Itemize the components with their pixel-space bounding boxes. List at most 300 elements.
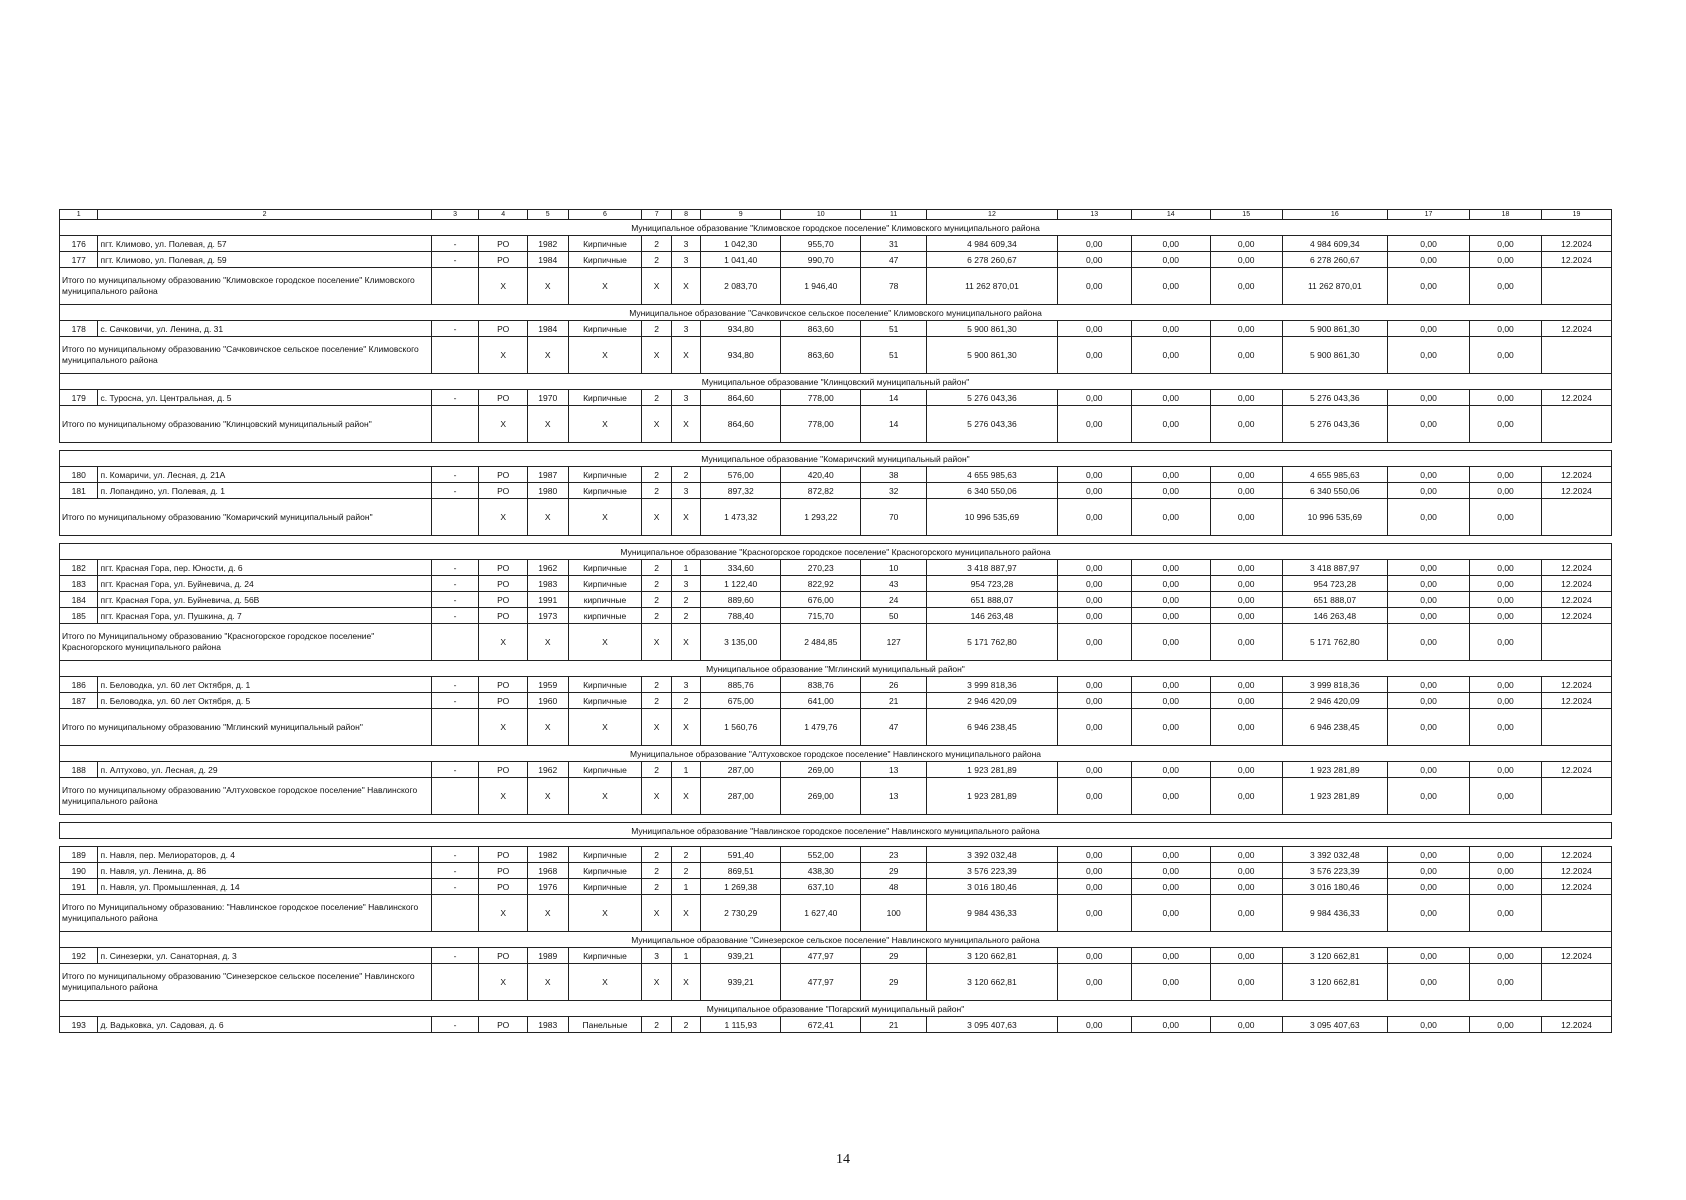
table-cell: Кирпичные [568,576,642,592]
table-cell: 1960 [528,693,569,709]
table-cell: 0,00 [1470,693,1542,709]
subtotal-cell [1541,499,1611,536]
table-cell: 0,00 [1388,879,1470,895]
municipality-heading-row [60,1001,1612,1017]
subtotal-cell: X [642,624,671,661]
subtotal-cell: 6 946 238,45 [1282,709,1387,746]
table-cell: 1983 [528,576,569,592]
address-cell: п. Навля, ул. Промышленная, д. 14 [98,879,431,895]
subtotal-cell: 0,00 [1131,268,1210,305]
subtotal-cell: 0,00 [1131,895,1210,932]
table-cell: 12.2024 [1541,762,1611,778]
table-cell: 1982 [528,847,569,863]
subtotal-cell [431,268,479,305]
table-cell: 889,60 [701,592,781,608]
address-cell: с. Туросна, ул. Центральная, д. 5 [98,390,431,406]
subtotal-cell: 1 560,76 [701,709,781,746]
table-cell: 939,21 [701,948,781,964]
table-cell: 0,00 [1131,560,1210,576]
table-cell: 0,00 [1470,483,1542,499]
municipality-heading-row [60,661,1612,677]
table-cell: - [431,863,479,879]
table-cell: РО [479,467,528,483]
table-cell: РО [479,863,528,879]
address-cell: п. Лопандино, ул. Полевая, д. 1 [98,483,431,499]
table-cell: 0,00 [1057,236,1131,252]
subtotal-cell: 0,00 [1057,268,1131,305]
table-cell: 192 [60,948,98,964]
table-cell: 838,76 [781,677,861,693]
table-cell: 180 [60,467,98,483]
table-cell: РО [479,483,528,499]
table-cell: 2 946 420,09 [927,693,1058,709]
table-cell: 1 923 281,89 [927,762,1058,778]
subtotal-cell [1541,964,1611,1001]
municipality-heading-row [60,823,1612,839]
table-cell: 869,51 [701,863,781,879]
subtotal-cell: X [642,895,671,932]
municipality-heading: Муниципальное образование "Синезерское сельское поселение" Навлинского муниципального района [60,932,1612,948]
table-cell: 676,00 [781,592,861,608]
subtotal-cell: X [671,778,700,815]
table-cell: 0,00 [1388,252,1470,268]
table-cell: 12.2024 [1541,863,1611,879]
table-cell: 2 [642,762,671,778]
table-cell: 0,00 [1057,252,1131,268]
table-cell: 0,00 [1131,677,1210,693]
table-cell: 0,00 [1131,948,1210,964]
subtotal-cell: 0,00 [1057,964,1131,1001]
table-cell: 0,00 [1210,863,1282,879]
table-cell: 0,00 [1470,1017,1542,1033]
address-cell: пгт. Красная Гора, ул. Буйневича, д. 56В [98,592,431,608]
spacer-cell [60,443,1612,451]
table-cell: 12.2024 [1541,236,1611,252]
table-row [60,847,1612,863]
table-cell: 181 [60,483,98,499]
table-cell: 934,80 [701,321,781,337]
subtotal-cell: 0,00 [1470,895,1542,932]
table-cell: 177 [60,252,98,268]
table-cell: 0,00 [1388,1017,1470,1033]
table-cell: - [431,948,479,964]
table-cell: 420,40 [781,467,861,483]
table-cell: 0,00 [1131,863,1210,879]
spacer-row [60,443,1612,451]
table-cell: 954 723,28 [1282,576,1387,592]
subtotal-cell: 51 [861,337,927,374]
table-cell: 954 723,28 [927,576,1058,592]
table-cell: 0,00 [1131,483,1210,499]
table-cell: 270,23 [781,560,861,576]
column-number: 16 [1282,210,1387,220]
table-row [60,592,1612,608]
table-cell: 0,00 [1210,677,1282,693]
table-cell: 576,00 [701,467,781,483]
table-cell: Кирпичные [568,863,642,879]
page-number: 14 [836,1152,850,1167]
table-cell: 0,00 [1131,879,1210,895]
address-cell: п. Навля, пер. Мелиораторов, д. 4 [98,847,431,863]
table-cell: 0,00 [1210,252,1282,268]
subtotal-cell: X [479,499,528,536]
table-cell: 3 120 662,81 [1282,948,1387,964]
subtotal-cell [431,406,479,443]
subtotal-row [60,709,1612,746]
table-cell: 3 [642,948,671,964]
subtotal-cell: X [671,406,700,443]
table-cell: 990,70 [781,252,861,268]
table-cell: 3 120 662,81 [927,948,1058,964]
table-cell: Кирпичные [568,236,642,252]
table-cell: - [431,576,479,592]
table-cell: 0,00 [1470,576,1542,592]
table-cell: 50 [861,608,927,624]
subtotal-cell: 0,00 [1210,964,1282,1001]
table-cell: 788,40 [701,608,781,624]
table-cell: 191 [60,879,98,895]
table-cell: 4 984 609,34 [927,236,1058,252]
table-row [60,560,1612,576]
subtotal-cell: 0,00 [1131,709,1210,746]
table-cell: 47 [861,252,927,268]
table-cell: 2 [642,483,671,499]
subtotal-cell: 0,00 [1057,895,1131,932]
subtotal-cell: X [528,624,569,661]
subtotal-cell: X [642,778,671,815]
subtotal-cell: 9 984 436,33 [927,895,1058,932]
table-cell: РО [479,677,528,693]
column-number: 18 [1470,210,1542,220]
table-cell: РО [479,576,528,592]
table-cell: Кирпичные [568,762,642,778]
table-cell: 0,00 [1210,762,1282,778]
table-cell: РО [479,879,528,895]
subtotal-cell: X [479,709,528,746]
subtotal-cell: X [568,624,642,661]
table-cell: 0,00 [1057,762,1131,778]
table-cell: 178 [60,321,98,337]
table-cell: Кирпичные [568,847,642,863]
subtotal-cell: X [671,624,700,661]
table-cell: 3 [671,483,700,499]
subtotal-cell: 0,00 [1210,268,1282,305]
table-cell: 31 [861,236,927,252]
subtotal-cell: 0,00 [1388,895,1470,932]
subtotal-cell [431,624,479,661]
column-number: 13 [1057,210,1131,220]
table-row [60,693,1612,709]
municipality-heading: Муниципальное образование "Комаричский муниципальный район" [60,451,1612,467]
table-cell: 5 276 043,36 [1282,390,1387,406]
table-cell: 6 340 550,06 [927,483,1058,499]
table-cell: 1987 [528,467,569,483]
table-row [60,608,1612,624]
subtotal-cell: 0,00 [1057,406,1131,443]
table-cell: 1983 [528,1017,569,1033]
table-cell: 1 [671,762,700,778]
column-number: 8 [671,210,700,220]
table-cell: 872,82 [781,483,861,499]
table-cell: 0,00 [1388,677,1470,693]
subtotal-cell: 0,00 [1388,624,1470,661]
subtotal-cell: 0,00 [1057,778,1131,815]
subtotal-cell: 0,00 [1210,337,1282,374]
table-cell: РО [479,608,528,624]
subtotal-label: Итого по муниципальному образованию "Алтуховское городское поселение" Навлинского муниципального района [60,778,432,815]
table-cell: 3 [671,252,700,268]
table-cell: РО [479,321,528,337]
table-cell: 186 [60,677,98,693]
table-cell: 0,00 [1470,608,1542,624]
subtotal-cell: X [479,964,528,1001]
table-cell: 179 [60,390,98,406]
subtotal-cell: 0,00 [1131,964,1210,1001]
subtotal-cell: 5 171 762,80 [1282,624,1387,661]
table-cell: 146 263,48 [927,608,1058,624]
table-cell: 0,00 [1131,390,1210,406]
column-number: 1 [60,210,98,220]
subtotal-cell: 11 262 870,01 [927,268,1058,305]
table-cell: РО [479,236,528,252]
subtotal-row [60,337,1612,374]
table-cell: 5 900 861,30 [1282,321,1387,337]
table-cell: 12.2024 [1541,847,1611,863]
table-cell: Кирпичные [568,321,642,337]
table-cell: - [431,560,479,576]
table-cell: - [431,608,479,624]
subtotal-cell: 1 923 281,89 [927,778,1058,815]
table-cell: 1968 [528,863,569,879]
table-cell: 0,00 [1470,879,1542,895]
subtotal-cell [1541,337,1611,374]
subtotal-cell: 0,00 [1470,709,1542,746]
column-number-row [60,210,1612,220]
table-cell: 0,00 [1388,693,1470,709]
table-cell: 0,00 [1057,1017,1131,1033]
table-cell: 0,00 [1388,847,1470,863]
municipality-heading-row [60,305,1612,321]
table-cell: 2 [642,1017,671,1033]
table-cell: 1 122,40 [701,576,781,592]
table-cell: 51 [861,321,927,337]
table-cell: РО [479,693,528,709]
table-cell: 48 [861,879,927,895]
table-row [60,321,1612,337]
subtotal-label: Итого по муниципальному образованию "Комаричский муниципальный район" [60,499,432,536]
subtotal-cell: 0,00 [1388,778,1470,815]
table-cell: 2 [671,847,700,863]
address-cell: д. Вадьковка, ул. Садовая, д. 6 [98,1017,431,1033]
table-cell: 0,00 [1470,677,1542,693]
column-number: 6 [568,210,642,220]
table-cell: 1976 [528,879,569,895]
subtotal-cell: X [671,964,700,1001]
table-cell: 0,00 [1131,236,1210,252]
table-cell: 885,76 [701,677,781,693]
table-cell: 0,00 [1057,390,1131,406]
subtotal-cell: X [528,778,569,815]
subtotal-cell: 939,21 [701,964,781,1001]
table-cell: 1989 [528,948,569,964]
municipality-heading: Муниципальное образование "Навлинское городское поселение" Навлинского муниципального района [60,823,1612,839]
table-cell: 0,00 [1388,321,1470,337]
table-cell: 2 [642,560,671,576]
table-cell: 2 [642,677,671,693]
subtotal-cell [1541,709,1611,746]
table-cell: 0,00 [1057,467,1131,483]
table-cell: Панельные [568,1017,642,1033]
table-cell: 637,10 [781,879,861,895]
subtotal-cell: 0,00 [1388,268,1470,305]
housing-register-table [59,209,1612,1033]
table-cell: 0,00 [1210,847,1282,863]
table-cell: - [431,252,479,268]
table-cell: Кирпичные [568,677,642,693]
table-cell: 183 [60,576,98,592]
table-cell: 0,00 [1470,467,1542,483]
table-cell: Кирпичные [568,560,642,576]
subtotal-cell: X [528,337,569,374]
table-cell: 2 [642,863,671,879]
address-cell: п. Беловодка, ул. 60 лет Октября, д. 1 [98,677,431,693]
subtotal-cell: X [568,964,642,1001]
table-cell: 0,00 [1131,576,1210,592]
subtotal-label: Итого по Муниципальному образованию: "Навлинское городское поселение" Навлинского муниципального района [60,895,432,932]
subtotal-cell: 2 083,70 [701,268,781,305]
table-cell: 477,97 [781,948,861,964]
municipality-heading: Муниципальное образование "Сачковичское сельское поселение" Климовского муниципального района [60,305,1612,321]
table-cell: 0,00 [1470,236,1542,252]
subtotal-cell: 778,00 [781,406,861,443]
table-cell: 0,00 [1388,483,1470,499]
table-cell: - [431,236,479,252]
subtotal-label: Итого по Муниципальному образованию "Красногорское городское поселение" Красногорского муниципального района [60,624,432,661]
table-row [60,390,1612,406]
table-cell: 0,00 [1210,608,1282,624]
table-cell: 12.2024 [1541,390,1611,406]
table-cell: 2 [671,1017,700,1033]
table-cell: 12.2024 [1541,467,1611,483]
column-number: 9 [701,210,781,220]
subtotal-cell: X [528,895,569,932]
table-cell: 3 576 223,39 [927,863,1058,879]
table-cell: 0,00 [1470,863,1542,879]
table-cell: 12.2024 [1541,483,1611,499]
table-cell: 0,00 [1057,483,1131,499]
table-cell: 0,00 [1388,576,1470,592]
table-row [60,252,1612,268]
table-cell: 190 [60,863,98,879]
column-number: 12 [927,210,1058,220]
table-cell: 1984 [528,321,569,337]
table-cell: 0,00 [1388,762,1470,778]
table-cell: 0,00 [1388,608,1470,624]
register-sheet [59,209,1612,1033]
subtotal-cell: 864,60 [701,406,781,443]
address-cell: п. Синезерки, ул. Санаторная, д. 3 [98,948,431,964]
table-cell: 0,00 [1131,1017,1210,1033]
table-cell: Кирпичные [568,948,642,964]
column-number: 10 [781,210,861,220]
subtotal-cell: 0,00 [1210,406,1282,443]
table-cell: РО [479,390,528,406]
table-cell: 0,00 [1057,321,1131,337]
table-cell: 2 [642,390,671,406]
table-cell: 0,00 [1210,879,1282,895]
table-cell: 21 [861,693,927,709]
table-cell: 591,40 [701,847,781,863]
subtotal-cell: 0,00 [1210,499,1282,536]
table-cell: 3 016 180,46 [1282,879,1387,895]
table-cell: 1973 [528,608,569,624]
table-cell: 187 [60,693,98,709]
table-cell: 1984 [528,252,569,268]
table-cell: 334,60 [701,560,781,576]
table-cell: РО [479,948,528,964]
table-cell: 3 [671,576,700,592]
table-cell: 0,00 [1210,948,1282,964]
table-cell: 0,00 [1388,948,1470,964]
subtotal-cell: 2 484,85 [781,624,861,661]
table-cell: 863,60 [781,321,861,337]
table-cell: 24 [861,592,927,608]
table-cell: 1 [671,879,700,895]
subtotal-cell [1541,895,1611,932]
table-cell: 0,00 [1057,693,1131,709]
table-cell: 12.2024 [1541,576,1611,592]
table-cell: - [431,321,479,337]
subtotal-cell: 13 [861,778,927,815]
table-row [60,863,1612,879]
subtotal-cell: X [568,778,642,815]
municipality-heading-row [60,544,1612,560]
table-cell: 822,92 [781,576,861,592]
table-cell: 0,00 [1470,390,1542,406]
table-cell: 6 278 260,67 [927,252,1058,268]
subtotal-row [60,778,1612,815]
table-cell: 1980 [528,483,569,499]
subtotal-cell: 5 171 762,80 [927,624,1058,661]
subtotal-cell [431,499,479,536]
table-cell: 0,00 [1470,252,1542,268]
subtotal-cell [1541,778,1611,815]
subtotal-cell: 1 293,22 [781,499,861,536]
table-cell: 2 [671,693,700,709]
address-cell: пгт. Красная Гора, ул. Пушкина, д. 7 [98,608,431,624]
column-number: 2 [98,210,431,220]
table-row [60,483,1612,499]
table-cell: 0,00 [1057,948,1131,964]
table-cell: 0,00 [1131,467,1210,483]
table-cell: 1959 [528,677,569,693]
subtotal-cell: 0,00 [1470,268,1542,305]
table-cell: 0,00 [1470,847,1542,863]
subtotal-cell: 0,00 [1388,964,1470,1001]
table-cell: РО [479,560,528,576]
table-cell: 778,00 [781,390,861,406]
table-cell: 184 [60,592,98,608]
table-cell: 2 [642,236,671,252]
table-cell: 23 [861,847,927,863]
table-cell: РО [479,762,528,778]
subtotal-cell: 10 996 535,69 [1282,499,1387,536]
table-cell: 12.2024 [1541,321,1611,337]
table-cell: 0,00 [1057,576,1131,592]
table-cell: 1 041,40 [701,252,781,268]
table-cell: 13 [861,762,927,778]
municipality-heading-row [60,374,1612,390]
